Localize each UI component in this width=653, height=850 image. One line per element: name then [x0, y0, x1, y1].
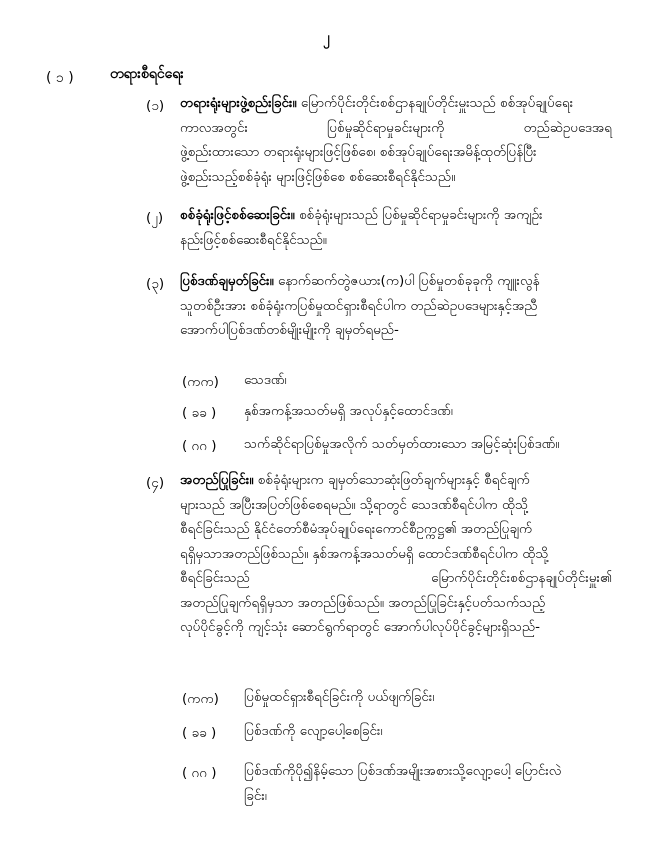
paragraph-line: [180, 203, 612, 228]
list-item-label: ( ခခ ): [182, 725, 217, 741]
paragraph-line: [180, 468, 612, 493]
section-number: ( ၁ ): [46, 70, 74, 86]
paragraph-line: စီရင်ခြင်းသည် နိုင်ငံတော်စီမံအုပ်ချုပ်ရေးကောင်စီဥက္ကဋ္ဌ၏ အတည်ပြုချက်: [180, 521, 533, 537]
list-item-label: (ကက): [182, 691, 219, 707]
paragraph-line: ရရှိမှသာအတည်ဖြစ်သည်။ နှစ်အကန့်အသတ်မရှိ ထောင်ဒဏ်စီရင်ပါက ထိုသို့: [180, 545, 549, 562]
section-title: တရားစီရင်ရေး: [110, 66, 184, 82]
list-item-text: နှစ်အကန့်အသတ်မရှိ အလုပ်နှင့်ထောင်ဒဏ်၊: [244, 403, 453, 419]
paragraph-line: လုပ်ပိုင်ခွင့်ကို ကျင့်သုံး ဆောင်ရွက်ရာတွင် အောက်ပါလုပ်ပိုင်ခွင့်များရှိသည်-: [180, 619, 540, 635]
paragraph-line: [180, 91, 612, 116]
list-item-line: ခြင်း၊: [244, 787, 267, 804]
paragraph-number: (၁): [146, 98, 165, 114]
list-item-text: ပြစ်ဒဏ်ကို လျော့ပေါ့စေခြင်း၊: [244, 723, 383, 739]
paragraph-number: (၂): [146, 210, 164, 226]
paragraph-line: [180, 269, 612, 294]
paragraph-number: (၃): [146, 276, 165, 292]
paragraph-line: ဖွဲ့စည်းသည့်စစ်ခုံရုံး များဖြင့်ဖြစ်စေ စစ်ဆေးစီရင်နိုင်သည်။: [180, 168, 456, 185]
list-item-label: ( ခခ ): [182, 405, 217, 421]
paragraph-heading: တရားရုံးများဖွဲ့စည်းခြင်း။: [180, 95, 297, 111]
paragraph-body: [180, 91, 612, 189]
paragraph-line: စီရင်ခြင်းသည် မြောက်ပိုင်းတိုင်းစစ်ဌာနချုပ်တိုင်းမှူး၏: [180, 570, 612, 586]
paragraph-line: သူတစ်ဦးအား စစ်ခုံရုံးကပြစ်မှုထင်ရှားစီရင်ပါက တည်ဆဲဥပဒေများနှင့်အညီ: [180, 297, 538, 314]
paragraph-body: [180, 203, 612, 252]
paragraph-line: အတည်ပြုချက်ရရှိမှသာ အတည်ဖြစ်သည်။ အတည်ပြုခြင်းနှင့်ပတ်သက်သည့်: [180, 594, 546, 611]
paragraph-number: (၄): [146, 475, 165, 491]
paragraph-line: များသည် အပြီးအပြတ်ဖြစ်စေရမည်။ သို့ရာတွင် သေဒဏ်စီရင်ပါက ထိုသို့: [180, 496, 529, 513]
paragraph-heading: ပြစ်ဒဏ်ချမှတ်ခြင်း။: [180, 273, 274, 289]
line-text: စစ်ခုံရုံးများသည် ပြစ်မှုဆိုင်ရာမှုခင်းများကို အကျဉ်း: [299, 207, 543, 223]
line-text: မြောက်ပိုင်းတိုင်းစစ်ဌာနချုပ်တိုင်းမှူးသည် စစ်အုပ်ချုပ်ရေး: [300, 95, 574, 111]
list-item-text: သက်ဆိုင်ရာပြစ်မှုအလိုက် သတ်မှတ်ထားသော အမြင့်ဆုံးပြစ်ဒဏ်။: [244, 436, 560, 452]
paragraph-body: [180, 269, 612, 343]
list-item-text: [244, 759, 614, 808]
line-text: နောက်ဆက်တွဲဇယား(က)ပါ ပြစ်မှုတစ်ခုခုကို ကျူးလွန်: [277, 273, 540, 289]
paragraph-heading: စစ်ခုံရုံးဖြင့်စစ်ဆေးခြင်း။: [180, 207, 295, 223]
list-item-text: သေဒဏ်၊: [244, 372, 287, 388]
line-text: စစ်ခုံရုံးများက ချမှတ်သောဆုံးဖြတ်ချက်များနှင့် စီရင်ချက်: [257, 472, 530, 488]
list-item-line: ပြစ်ဒဏ်ကိုပို၍နိမ့်သော ပြစ်ဒဏ်အမျိုးအစားသို့လျော့ပေါ့ ပြောင်းလဲ: [244, 763, 562, 779]
paragraph-line: ဖွဲ့စည်းထားသော တရားရုံးများဖြင့်ဖြစ်စေ၊ စစ်အုပ်ချုပ်ရေးအမိန့်ထုတ်ပြန်ပြီး: [180, 144, 537, 160]
list-item-text: ပြစ်မှုထင်ရှားစီရင်ခြင်းကို ပယ်ဖျက်ခြင်း၊: [244, 689, 435, 705]
list-item-label: (ကက): [182, 374, 219, 390]
list-item-label: ( ဂဂ ): [182, 438, 217, 454]
page-number: ၂: [323, 30, 330, 46]
paragraph-line: ကာလအတွင်း ပြစ်မှုဆိုင်ရာမှုခင်းများကို တည်ဆဲဥပဒေအရ: [180, 119, 612, 136]
paragraph-body: [180, 468, 612, 640]
paragraph-heading: အတည်ပြုခြင်း။: [180, 472, 254, 488]
paragraph-line: အောက်ပါပြစ်ဒဏ်တစ်မျိုးမျိုးကို ချမှတ်ရမည်-: [180, 322, 399, 338]
paragraph-line: နည်းဖြင့်စစ်ဆေးစီရင်နိုင်သည်။: [180, 231, 327, 248]
list-item-label: ( ဂဂ ): [182, 765, 217, 781]
